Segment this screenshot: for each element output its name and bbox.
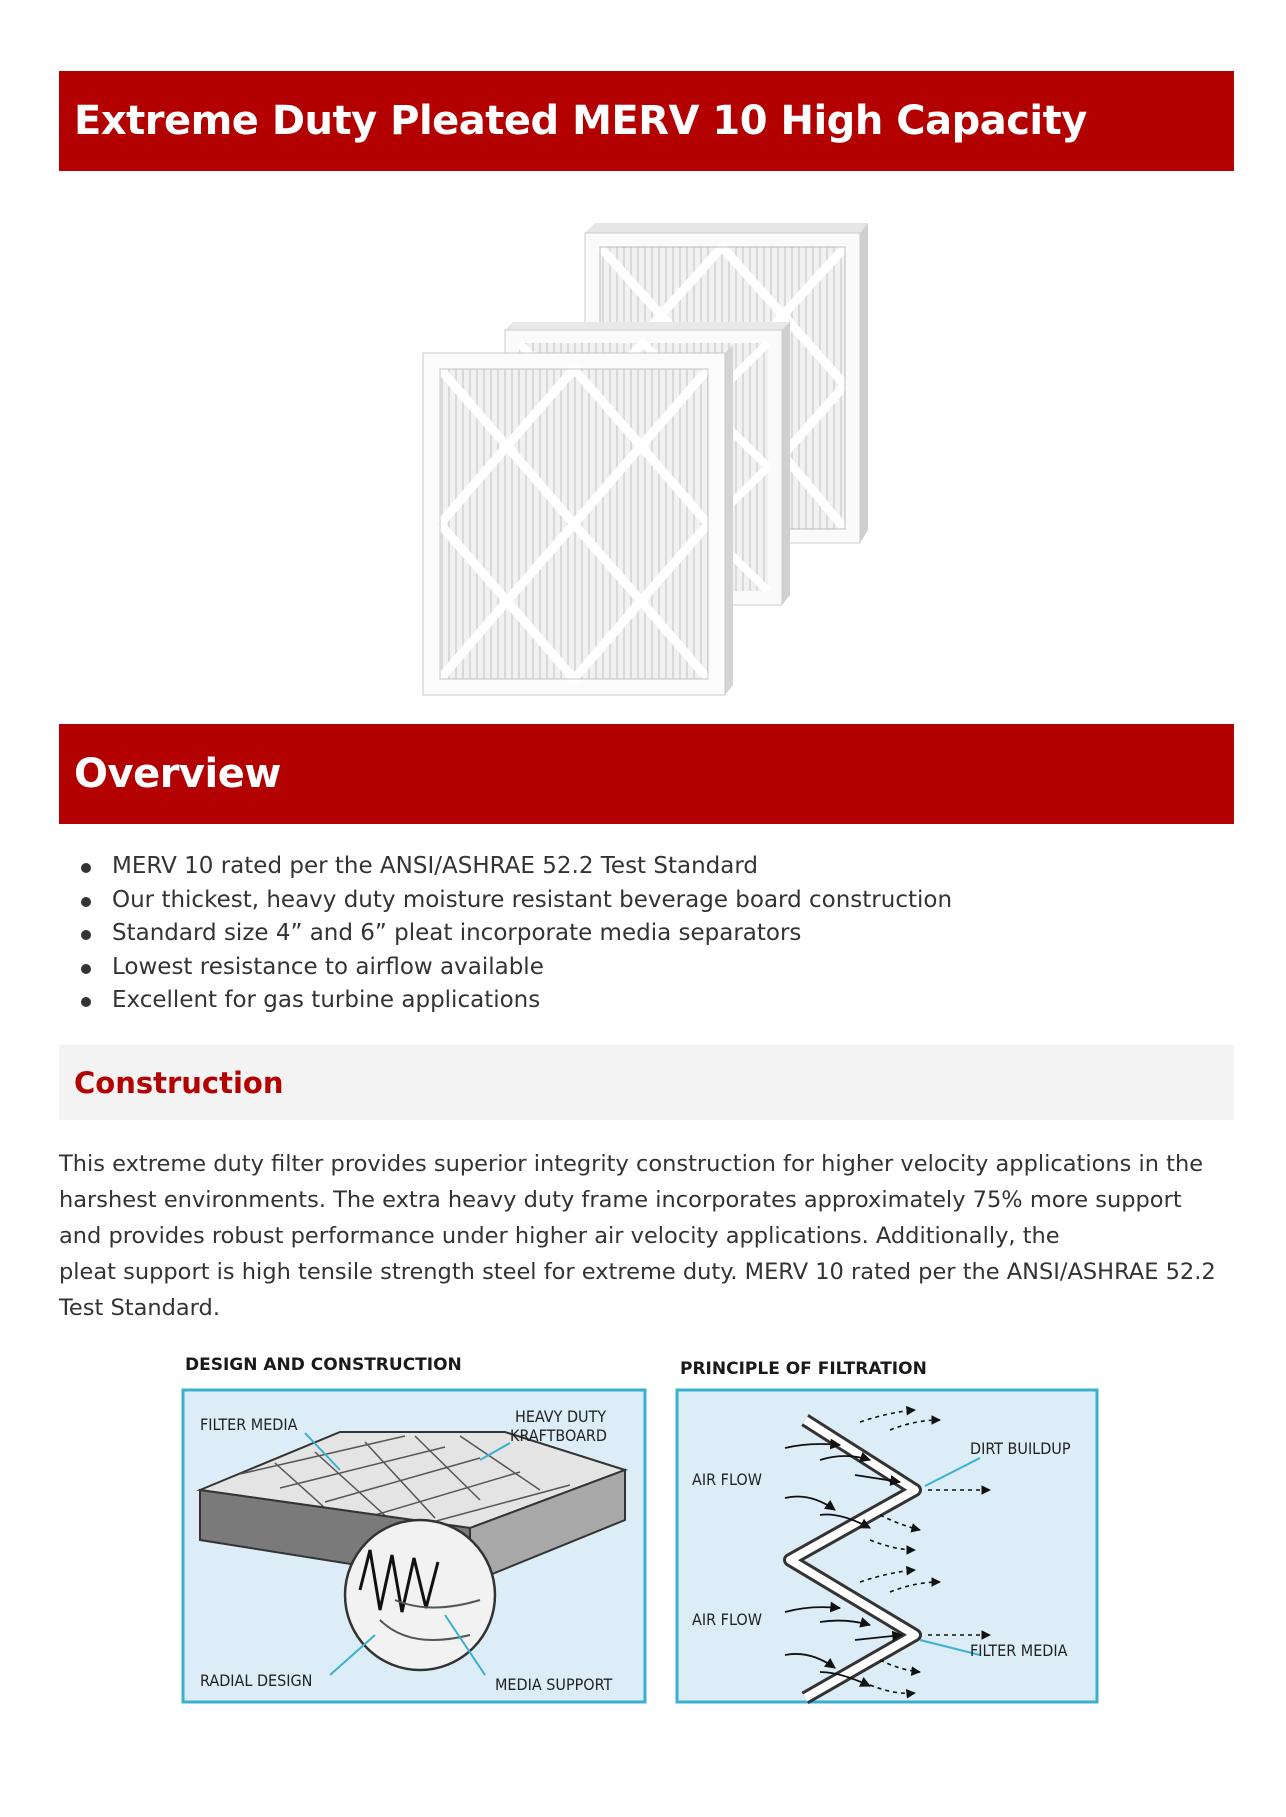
- label-filter-media-principle: FILTER MEDIA: [970, 1641, 1068, 1660]
- principle-diagram: [677, 1359, 1097, 1702]
- product-image-filters: [420, 205, 870, 700]
- magnify-circle: [345, 1520, 495, 1670]
- construction-paragraph: [59, 1146, 1239, 1326]
- label-kraftboard: KRAFTBOARD: [510, 1426, 607, 1445]
- filter-diagrams: [180, 1350, 1110, 1710]
- design-title: DESIGN AND CONSTRUCTION: [185, 1355, 462, 1375]
- principle-title: PRINCIPLE OF FILTRATION: [680, 1359, 927, 1379]
- construction-header: [59, 1045, 1234, 1120]
- paragraph-line: This extreme duty filter provides superior integrity construction for higher velocity applications in the: [59, 1151, 1204, 1177]
- list-item: Lowest resistance to airflow available: [70, 951, 952, 985]
- design-construction-diagram: [183, 1355, 645, 1702]
- label-radial-design: RADIAL DESIGN: [200, 1671, 313, 1690]
- list-item: Standard size 4” and 6” pleat incorporate media separators: [70, 917, 952, 951]
- construction-heading: Construction: [74, 1065, 284, 1100]
- overview-heading: Overview: [74, 751, 281, 797]
- paragraph-line: Test Standard.: [59, 1295, 220, 1321]
- list-item: Excellent for gas turbine applications: [70, 984, 952, 1018]
- list-item: Our thickest, heavy duty moisture resistant beverage board construction: [70, 884, 952, 918]
- label-air-flow-1: AIR FLOW: [692, 1470, 762, 1489]
- overview-banner: [59, 724, 1234, 824]
- page-title: Extreme Duty Pleated MERV 10 High Capacity: [74, 98, 1087, 144]
- label-heavy-duty: HEAVY DUTY: [515, 1407, 607, 1426]
- list-item: MERV 10 rated per the ANSI/ASHRAE 52.2 Test Standard: [70, 850, 952, 884]
- label-media-support: MEDIA SUPPORT: [495, 1675, 613, 1694]
- paragraph-line: harshest environments. The extra heavy duty frame incorporates approximately 75% more support: [59, 1187, 1182, 1213]
- filter-front: [423, 345, 733, 695]
- label-dirt-buildup: DIRT BUILDUP: [970, 1439, 1071, 1458]
- label-air-flow-2: AIR FLOW: [692, 1610, 762, 1629]
- label-filter-media: FILTER MEDIA: [200, 1415, 298, 1434]
- paragraph-line: and provides robust performance under higher air velocity applications. Additionally, the: [59, 1223, 1060, 1249]
- paragraph-line: pleat support is high tensile strength steel for extreme duty. MERV 10 rated per the ANSI/ASHRAE 52.2: [59, 1259, 1216, 1285]
- feature-list: [70, 850, 952, 1018]
- title-banner: [59, 71, 1234, 171]
